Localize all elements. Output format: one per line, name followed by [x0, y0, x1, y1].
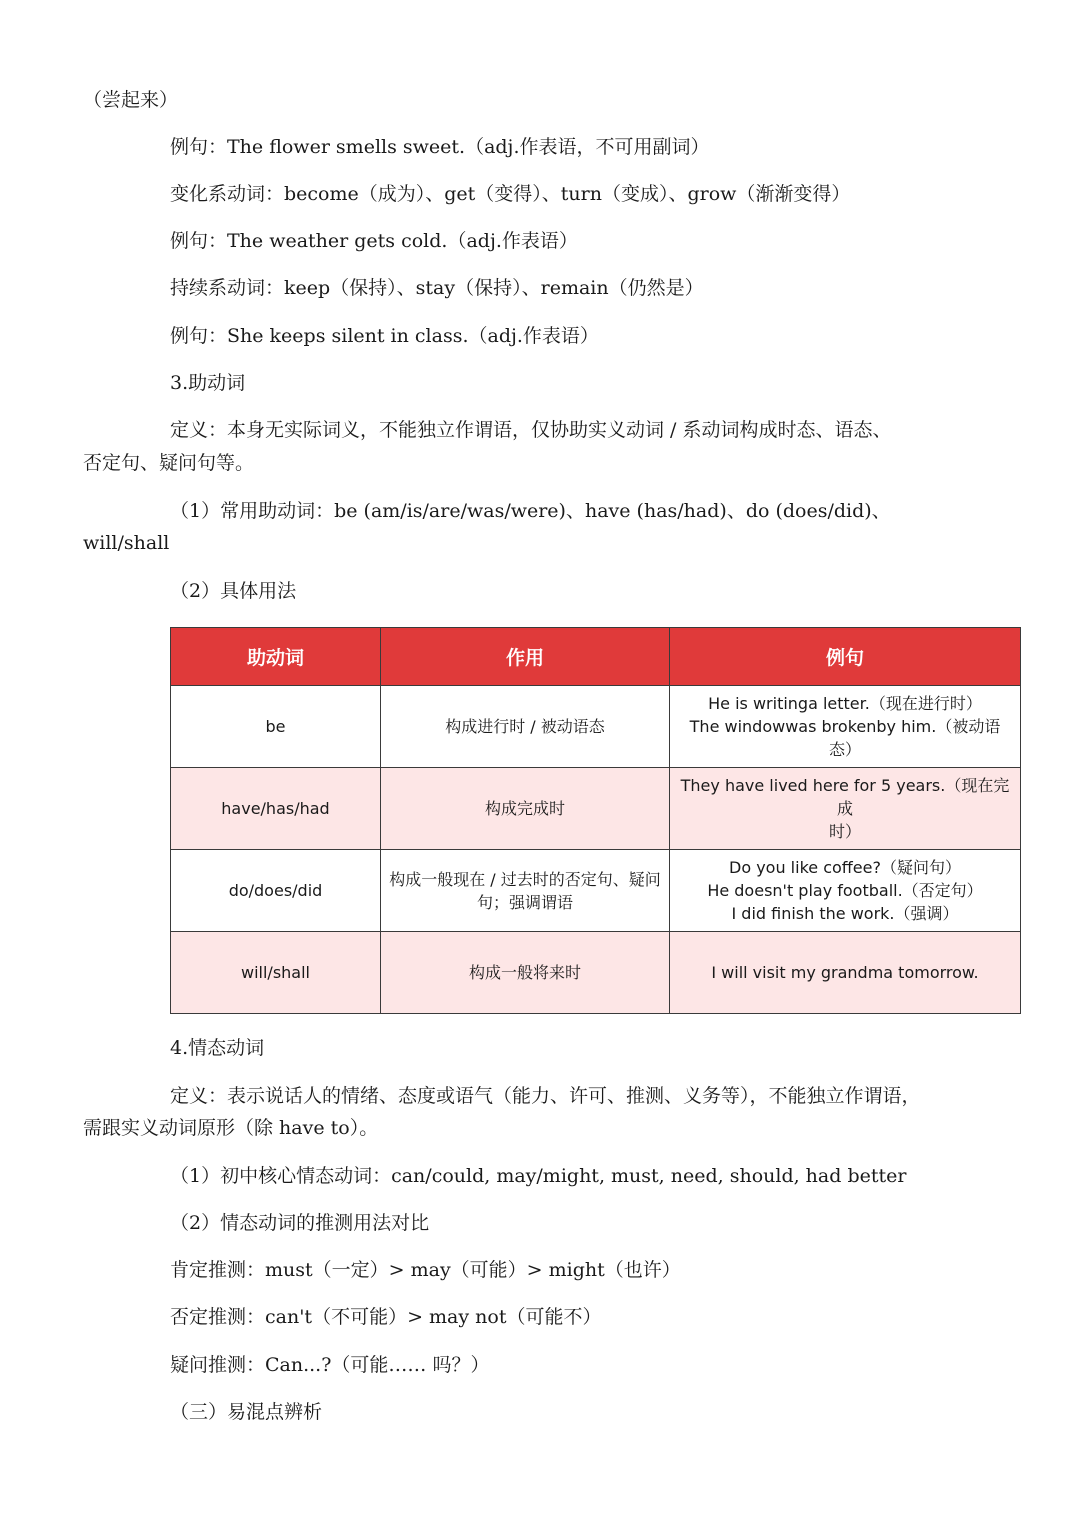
table-cell-example	[670, 850, 1021, 932]
example-line: He is writinga letter.（现在进行时）	[708, 694, 982, 713]
example-line: 时）	[828, 822, 861, 841]
table-row	[171, 686, 1021, 768]
table-cell-verb: do/does/did	[171, 850, 381, 932]
text-line: （尝起来）	[83, 89, 179, 111]
section-heading: （三）易混点辨析	[170, 1401, 323, 1423]
text-line: （1）初中核心情态动词：can/could, may/might, must, need, should, had better	[170, 1165, 907, 1187]
table-cell-use: 构成完成时	[381, 768, 670, 850]
table-cell-verb: have/has/had	[171, 768, 381, 850]
example-line: Do you like coffee?（疑问句）	[729, 858, 961, 877]
table-cell-example	[670, 768, 1021, 850]
text-line: 需跟实义动词原形（除 have to）。	[83, 1117, 379, 1139]
table-header: 作用	[381, 628, 670, 686]
example-line: The windowwas brokenby him.（被动语	[689, 717, 1001, 736]
text-line: 疑问推测：Can...?（可能…… 吗？）	[170, 1354, 490, 1376]
example-line: 态）	[828, 740, 861, 759]
text-line: will/shall	[83, 532, 170, 554]
text-line: 持续系动词：keep（保持）、stay（保持）、remain（仍然是）	[170, 277, 704, 299]
text-line: 变化系动词：become（成为）、get（变得）、turn（变成）、grow（渐渐变得）	[170, 183, 851, 205]
example-line: I will visit my grandma tomorrow.	[711, 963, 979, 982]
table-cell-example	[670, 932, 1021, 1014]
table-row	[171, 932, 1021, 1014]
table-row	[171, 768, 1021, 850]
text-line: 肯定推测：must（一定）> may（可能）> might（也许）	[170, 1259, 681, 1281]
text-line: （1）常用助动词：be (am/is/are/was/were)、have (has/had)、do (does/did)、	[170, 500, 891, 522]
table-cell-verb: be	[171, 686, 381, 768]
text-line: 例句：She keeps silent in class.（adj.作表语）	[170, 325, 599, 347]
text-line: （2）具体用法	[170, 580, 297, 602]
example-line: I did finish the work.（强调）	[731, 904, 959, 923]
auxiliary-verb-table	[170, 627, 1021, 1014]
table-cell-use: 构成一般现在 / 过去时的否定句、疑问句；强调谓语	[381, 850, 670, 932]
table-header: 助动词	[171, 628, 381, 686]
table-cell-use: 构成一般将来时	[381, 932, 670, 1014]
table-cell-example	[670, 686, 1021, 768]
section-heading: 4.情态动词	[170, 1037, 265, 1059]
text-line: 例句：The flower smells sweet.（adj.作表语，不可用副词）	[170, 136, 710, 158]
section-heading: 3.助动词	[170, 372, 246, 394]
table-header: 例句	[670, 628, 1021, 686]
table-cell-use: 构成进行时 / 被动语态	[381, 686, 670, 768]
text-line: 否定推测：can't（不可能）> may not（可能不）	[170, 1306, 602, 1328]
text-line: 定义：本身无实际词义，不能独立作谓语，仅协助实义动词 / 系动词构成时态、语态、	[170, 419, 892, 441]
text-line: 例句：The weather gets cold.（adj.作表语）	[170, 230, 578, 252]
text-line: （2）情态动词的推测用法对比	[170, 1212, 430, 1234]
table-header-row	[171, 628, 1021, 686]
example-line: They have lived here for 5 years.（现在完成	[680, 776, 1010, 818]
table-row	[171, 850, 1021, 932]
text-line: 定义：表示说话人的情绪、态度或语气（能力、许可、推测、义务等），不能独立作谓语，	[170, 1085, 921, 1107]
text-line: 否定句、疑问句等。	[83, 452, 255, 474]
example-line: He doesn't play football.（否定句）	[707, 881, 983, 900]
table-cell-verb: will/shall	[171, 932, 381, 1014]
